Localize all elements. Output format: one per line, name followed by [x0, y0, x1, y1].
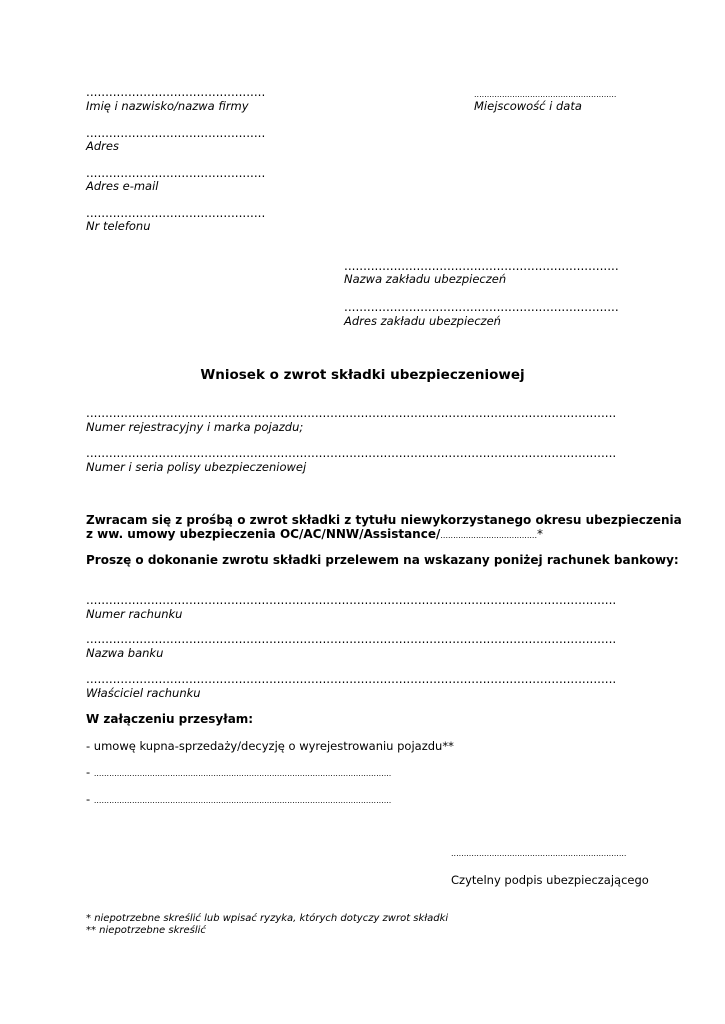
- bank-name-dots[interactable]: ...........................................................................................................................................: [86, 632, 617, 646]
- place-date-dots[interactable]: ........................................................: [474, 90, 617, 99]
- phone-label: Nr telefonu: [86, 219, 151, 233]
- transfer-request: Proszę o dokonanie zwrotu składki przelewem na wskazany poniżej rachunek bankowy:: [86, 553, 679, 567]
- name-label: Imię i nazwisko/nazwa firmy: [86, 99, 249, 113]
- place-date-label: Miejscowość i data: [474, 99, 582, 113]
- request-line-2: [86, 527, 543, 542]
- attachment-item-2-dash: -: [86, 765, 91, 779]
- footnote-1-star: *: [86, 913, 91, 924]
- request-line-2-text: z ww. umowy ubezpieczenia OC/AC/NNW/Assistance/: [86, 527, 441, 541]
- attachment-item-3-dots[interactable]: .....................................................................................................................: [93, 796, 392, 805]
- insurer-name-label: Nazwa zakładu ubezpieczeń: [344, 272, 507, 286]
- account-owner-dots[interactable]: ...........................................................................................................................................: [86, 672, 617, 686]
- coverage-dots[interactable]: ......................................: [440, 531, 537, 540]
- attachment-item-2-dots[interactable]: .....................................................................................................................: [93, 769, 392, 778]
- insurer-address-dots[interactable]: ........................................................................: [344, 300, 619, 314]
- document-title: Wniosek o zwrot składki ubezpieczeniowej: [200, 367, 525, 383]
- policy-label: Numer i seria polisy ubezpieczeniowej: [86, 460, 307, 474]
- policy-dots[interactable]: ...........................................................................................................................................: [86, 446, 617, 460]
- name-dots[interactable]: ...............................................: [86, 85, 266, 99]
- attachment-item-3-dash: -: [86, 792, 91, 806]
- footnote-1-text: niepotrzebne skreślić lub wpisać ryzyka, których dotyczy zwrot składki: [94, 913, 449, 924]
- attachment-item-2: [86, 765, 391, 779]
- vehicle-reg-dots[interactable]: ...........................................................................................................................................: [86, 406, 617, 420]
- address-label: Adres: [86, 139, 119, 153]
- insurer-address-label: Adres zakładu ubezpieczeń: [344, 314, 501, 328]
- signature-dots[interactable]: .....................................................................: [451, 849, 627, 858]
- phone-dots[interactable]: ...............................................: [86, 206, 266, 220]
- footnote-2: ** niepotrzebne skreślić: [86, 925, 206, 936]
- address-dots[interactable]: ...............................................: [86, 126, 266, 140]
- insurer-name-dots[interactable]: ........................................................................: [344, 259, 619, 273]
- email-label: Adres e-mail: [86, 179, 159, 193]
- account-owner-label: Właściciel rachunku: [86, 686, 201, 700]
- footnote-1: [86, 913, 448, 925]
- attachment-item-1: - umowę kupna-sprzedaży/decyzję o wyrejestrowaniu pojazdu**: [86, 739, 454, 753]
- attachments-heading: W załączeniu przesyłam:: [86, 712, 254, 726]
- attachment-item-3: [86, 792, 391, 806]
- email-dots[interactable]: ...............................................: [86, 166, 266, 180]
- bank-name-label: Nazwa banku: [86, 646, 164, 660]
- account-dots[interactable]: ...........................................................................................................................................: [86, 593, 617, 607]
- signature-label: Czytelny podpis ubezpieczającego: [451, 873, 649, 887]
- coverage-star: *: [537, 527, 543, 541]
- request-line-1: Zwracam się z prośbą o zwrot składki z tytułu niewykorzystanego okresu ubezpieczenia: [86, 513, 682, 527]
- vehicle-reg-label: Numer rejestracyjny i marka pojazdu;: [86, 420, 304, 434]
- account-label: Numer rachunku: [86, 607, 183, 621]
